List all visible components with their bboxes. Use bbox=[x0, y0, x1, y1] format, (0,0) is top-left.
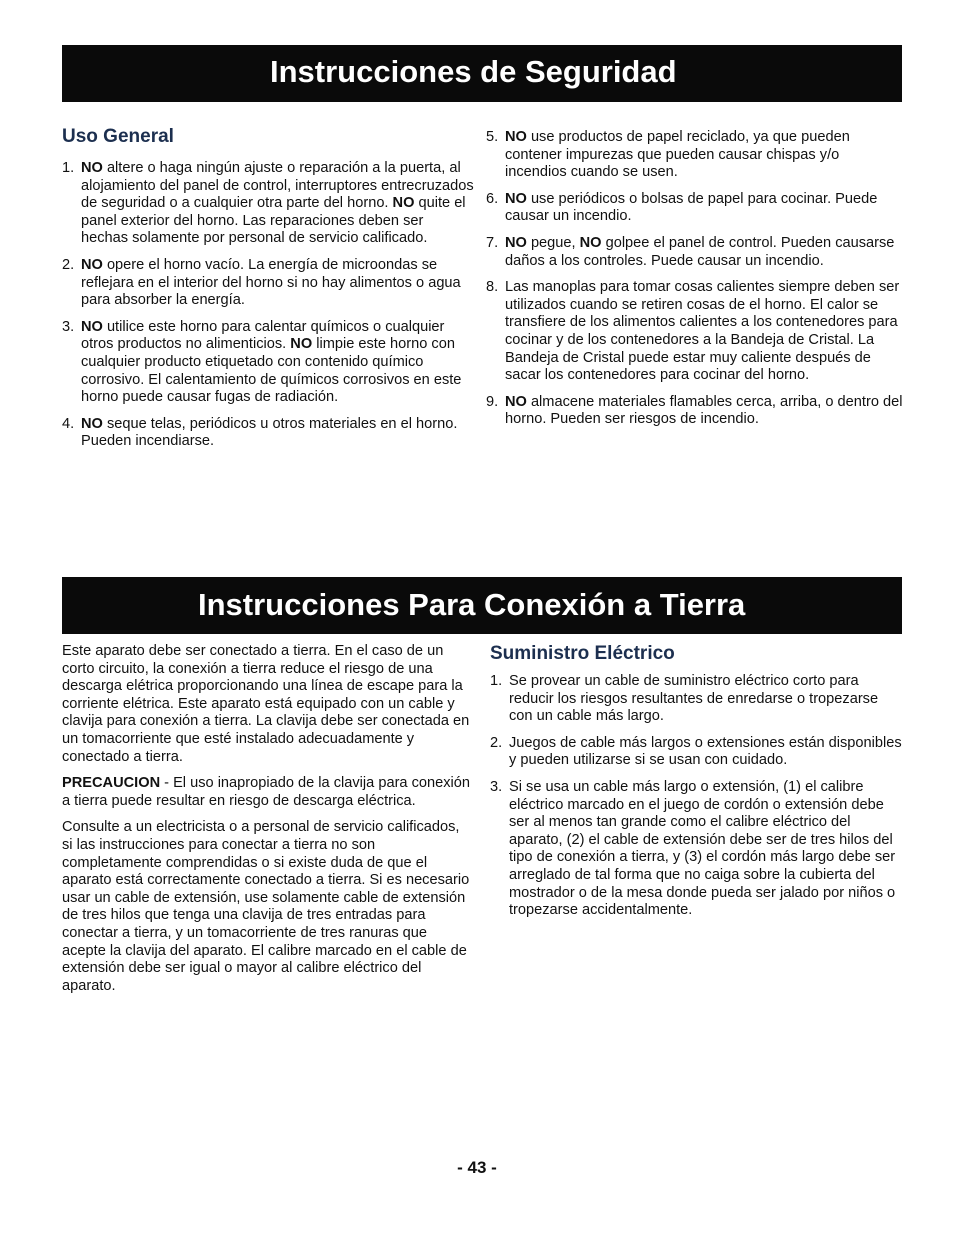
list-item bbox=[486, 279, 904, 385]
item-emphasis: NO bbox=[579, 234, 602, 251]
safety-banner: Instrucciones de Seguridad bbox=[62, 45, 902, 102]
item-emphasis: NO bbox=[505, 393, 527, 410]
item-emphasis: NO bbox=[505, 129, 527, 145]
item-number: 5. bbox=[486, 129, 499, 145]
grounding-intro: Este aparato debe ser conectado a tierra. En el caso de un corto circuito, la conexión a tierra reduce el riesgo de una descarga elétrica proporcionando una línea de escape para la corriente elétrica. Este aparato está equipado con un cable y clavija para conexión a tierra. La clavija debe ser conectada en un tomacorriente que esté instalado adecuadamente y conectado a tierra. bbox=[62, 643, 470, 765]
list-item bbox=[62, 257, 474, 310]
safety-items-right bbox=[486, 129, 904, 429]
caution-paragraph bbox=[62, 775, 472, 810]
list-item bbox=[486, 235, 904, 270]
item-number: 1. bbox=[62, 160, 75, 176]
item-emphasis: NO bbox=[290, 336, 313, 353]
grounding-banner: Instrucciones Para Conexión a Tierra bbox=[62, 577, 902, 634]
item-text: altere o haga ningún ajuste o reparación a la puerta, al alojamiento del panel de control, interruptores entrecruzados de seguridad o a cualquier otra parte del horno. bbox=[81, 160, 474, 212]
item-emphasis: NO bbox=[505, 190, 527, 207]
caution-text: - El uso inapropiado de la clavija para conexión a tierra puede resultar en riesgo de descarga eléctrica. bbox=[62, 775, 471, 809]
item-text: Juegos de cable más largos o extensiones están disponibles y pueden utilizarse si se usan con cuidado. bbox=[509, 734, 902, 769]
item-number: 1. bbox=[490, 673, 503, 689]
item-emphasis: NO bbox=[392, 195, 415, 212]
electric-supply-column bbox=[490, 673, 904, 929]
item-text: use productos de papel reciclado, ya que pueden contener impurezas que pueden causar chispas y/o incendios cuando se usen. bbox=[505, 129, 850, 181]
item-emphasis: NO bbox=[81, 160, 103, 176]
list-item bbox=[62, 416, 474, 451]
list-item bbox=[62, 319, 474, 407]
list-item bbox=[486, 129, 904, 182]
safety-items-left bbox=[62, 160, 474, 451]
list-item bbox=[486, 191, 904, 226]
item-number: 8. bbox=[486, 279, 499, 296]
item-text: quite el panel exterior del horno. Las reparaciones deben ser hechas solamente por personal de servicio calificado. bbox=[81, 195, 466, 247]
safety-list-right bbox=[486, 129, 904, 438]
item-text: utilice este horno para calentar químicos o cualquier otros productos no alimenticios. bbox=[81, 318, 445, 353]
general-use-heading: Uso General bbox=[62, 126, 174, 147]
grounding-text-column bbox=[62, 643, 472, 1004]
item-number: 3. bbox=[490, 778, 503, 795]
item-emphasis: NO bbox=[81, 415, 103, 432]
electric-supply-heading: Suministro Eléctrico bbox=[490, 643, 675, 664]
list-item bbox=[490, 779, 904, 920]
item-emphasis: NO bbox=[81, 256, 103, 273]
page-number: - 43 - bbox=[457, 1158, 497, 1177]
item-text: Si se usa un cable más largo o extensión, (1) el calibre eléctrico marcado en el juego de cordón o extensión debe ser al menos tan grande como el calibre eléctrico del aparato, (2) el cable de extensión debe ser de tres hilos del tipo de conexión a tierra, y (3) el cordón más largo debe ser arreglado de tal forma que no caiga sobre la cubierta del mostrador o de la mesa donde pueda ser jalado por niños o tropezarse accidentalmente. bbox=[509, 778, 896, 919]
item-number: 9. bbox=[486, 393, 499, 410]
item-text: seque telas, periódicos u otros materiales en el horno. Pueden incendiarse. bbox=[81, 415, 458, 450]
item-number: 3. bbox=[62, 318, 75, 335]
item-text: almacene materiales flamables cerca, arriba, o dentro del horno. Pueden ser riesgos de incendio. bbox=[505, 393, 903, 428]
list-item bbox=[490, 673, 904, 726]
item-number: 6. bbox=[486, 190, 499, 207]
item-text: use periódicos o bolsas de papel para cocinar. Puede causar un incendio. bbox=[505, 190, 878, 225]
item-number: 4. bbox=[62, 415, 75, 432]
item-number: 2. bbox=[490, 734, 503, 751]
item-text: opere el horno vacío. La energía de microondas se reflejara en el interior del horno si no hay alimentos o agua para absorber la energía. bbox=[81, 256, 461, 309]
caution-label: PRECAUCION bbox=[62, 775, 161, 792]
item-number: 7. bbox=[486, 234, 499, 251]
item-text: golpee el panel de control. Pueden causarse daños a los controles. Puede causar un incendio. bbox=[505, 234, 895, 269]
item-text: pegue, bbox=[526, 234, 580, 251]
item-emphasis: NO bbox=[81, 318, 103, 335]
item-emphasis: NO bbox=[505, 234, 527, 251]
item-text: Se provear un cable de suministro eléctrico corto para reducir los riesgos resultantes de enredarse o tropezarse con un cable más largo. bbox=[509, 673, 879, 725]
electric-supply-items bbox=[490, 673, 904, 920]
item-text: Las manoplas para tomar cosas calientes siempre deben ser utilizados cuando se retiren cosas de el horno. El calor se transfiere de los alimentos calientes a los contenedores para cocinar y de los contenedores a la Bandeja de Cristal. La Bandeja de Cristal puede estar muy caliente después de sacar los contenedores para cocinar del horno. bbox=[505, 279, 900, 384]
safety-list-left bbox=[62, 160, 474, 460]
list-item bbox=[62, 160, 474, 248]
item-number: 2. bbox=[62, 256, 75, 273]
item-text: limpie este horno con cualquier producto etiquetado con contenido químico corrosivo. El calentamiento de químicos corrosivos en este horno puede causar fugas de radiación. bbox=[81, 336, 462, 406]
list-item bbox=[486, 394, 904, 429]
list-item bbox=[490, 735, 904, 770]
consult-paragraph: Consulte a un electricista o a personal de servicio calificados, si las instrucciones para conectar a tierra no son completamente comprendidas o si existe duda de que el aparato está correctamente conectado a tierra. Si es necesario usar un cable de extensión, use solamente cable de extensión de tres hilos que tenga una clavija de tres entradas para conectar a tierra, y un tomacorriente de tres ranuras que acepte la clavija del aparato. El calibre marcado en el cable de extensión debe ser igual o mayor al calibre eléctrico del aparato. bbox=[62, 819, 470, 994]
